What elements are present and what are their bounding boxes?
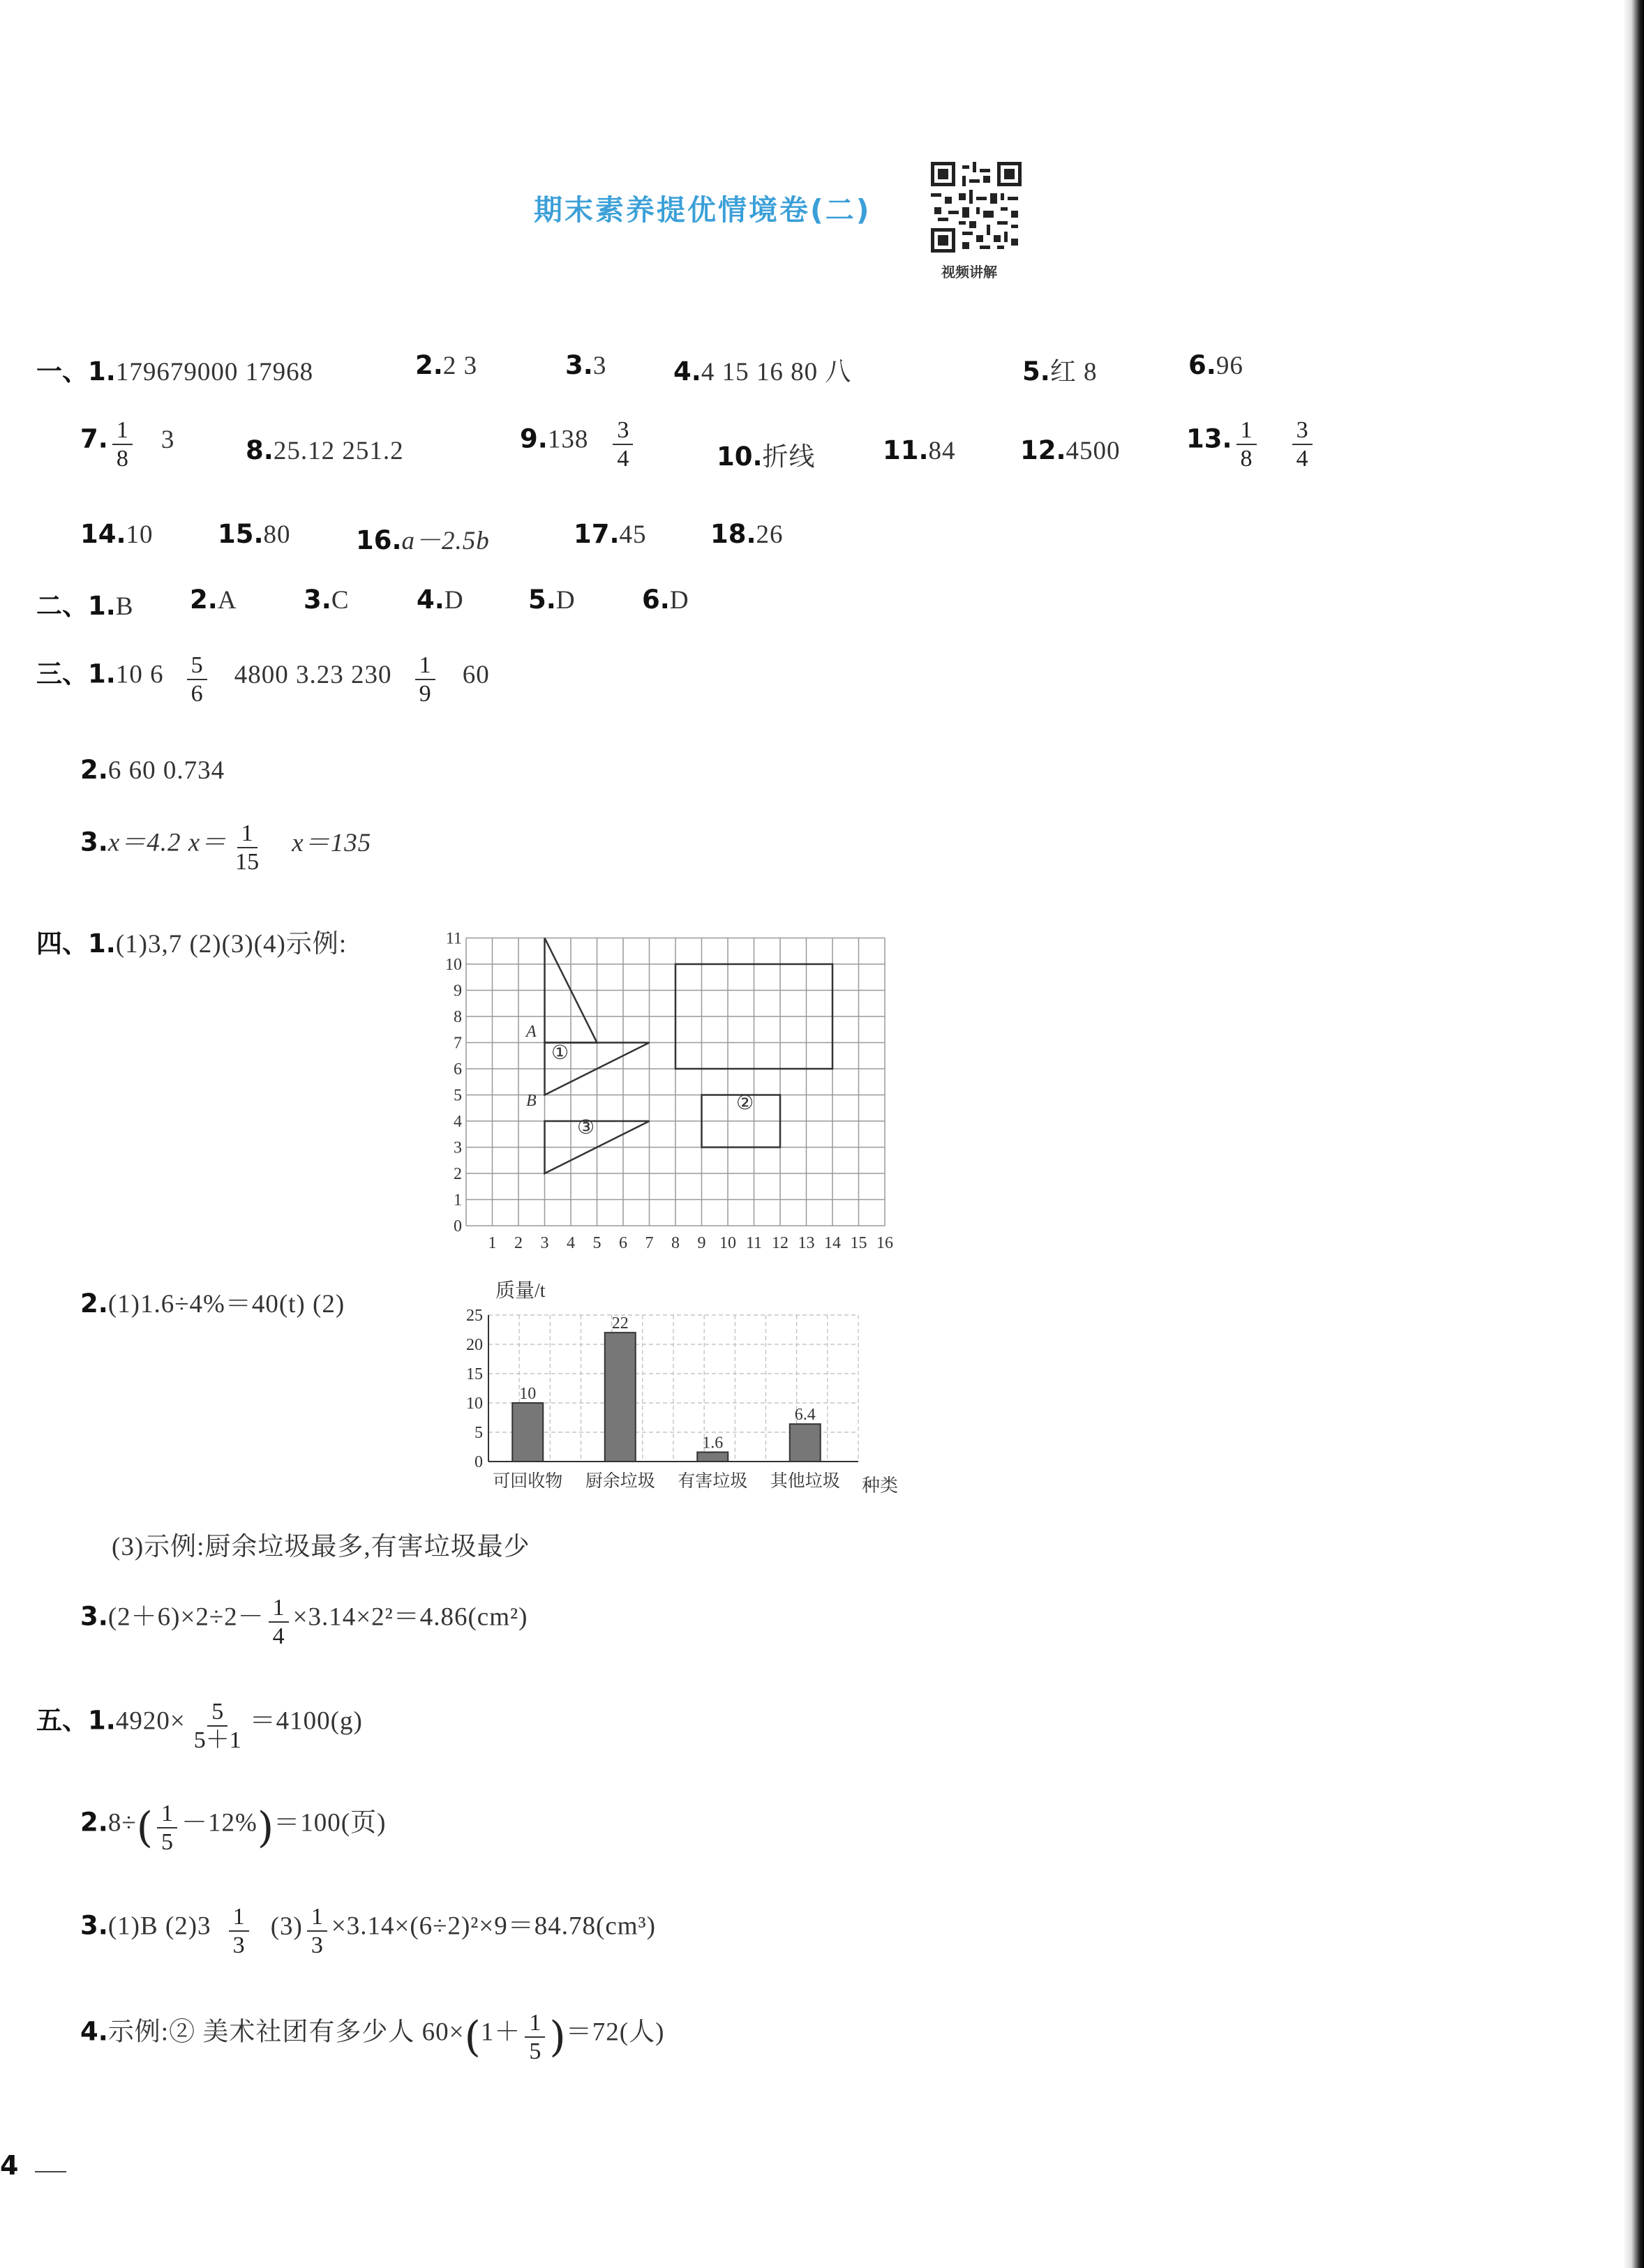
q-number: 9. bbox=[520, 423, 548, 454]
q-number: 4. bbox=[80, 2016, 108, 2047]
y-tick-label: 3 bbox=[454, 1139, 462, 1157]
answer: x＝4.2 x＝ bbox=[107, 828, 227, 857]
y-tick-label: 2 bbox=[454, 1165, 462, 1183]
page-title: 期末素养提优情境卷(二) bbox=[534, 193, 872, 227]
fraction: $\frac{5}{5+1}$ bbox=[193, 1699, 241, 1754]
page-edge-shadow bbox=[1623, 0, 1644, 2268]
x-tick-label: 6 bbox=[619, 1234, 627, 1249]
answer: (3)示例:厨余垃圾最多,有害垃圾最少 bbox=[112, 1533, 530, 1561]
x-tick-label: 8 bbox=[671, 1234, 680, 1249]
x-tick-label: 16 bbox=[876, 1234, 893, 1249]
answer: 10 6 bbox=[115, 660, 164, 689]
x-tick-label: 9 bbox=[697, 1234, 706, 1249]
q-number: 2. bbox=[80, 755, 108, 785]
s2-q4 bbox=[417, 585, 464, 615]
y-tick-label: 7 bbox=[454, 1034, 462, 1053]
q-number: 11. bbox=[883, 435, 929, 465]
answer: ＝72(人) bbox=[565, 2018, 665, 2047]
answer: 红 8 bbox=[1049, 358, 1098, 386]
q-number: 2. bbox=[80, 1807, 108, 1838]
bar-chart bbox=[447, 1273, 921, 1503]
answer: 4920× bbox=[115, 1706, 186, 1736]
q-number: 17. bbox=[574, 519, 620, 549]
fraction: $\frac{1}{5}$ bbox=[525, 2009, 545, 2065]
s5-q1 bbox=[36, 1698, 363, 1754]
s5-q2 bbox=[80, 1800, 386, 1856]
q-number: 2. bbox=[415, 350, 443, 380]
right-paren: ) bbox=[549, 2013, 566, 2062]
bar-value-label: 1.6 bbox=[702, 1434, 724, 1452]
shape-mark-3: ③ bbox=[577, 1117, 595, 1139]
answer: 6 60 0.734 bbox=[107, 756, 225, 785]
s1-q13 bbox=[1186, 416, 1317, 472]
x-tick-label: 13 bbox=[798, 1234, 815, 1249]
point-label-a: A bbox=[526, 1023, 537, 1041]
s1-q6 bbox=[1188, 350, 1243, 381]
s1-q16 bbox=[356, 519, 490, 557]
section-label: 四、 bbox=[36, 929, 88, 959]
category-label: 其他垃圾 bbox=[770, 1472, 840, 1491]
answer: 4800 3.23 230 bbox=[234, 660, 392, 689]
q-number: 1. bbox=[88, 1705, 116, 1736]
answer: 4 15 16 80 八 bbox=[701, 358, 852, 386]
q-number: 13. bbox=[1186, 423, 1232, 454]
fraction: $\frac{1}{5}$ bbox=[157, 1800, 177, 1856]
q-number: 1. bbox=[88, 356, 116, 386]
s1-q5 bbox=[1022, 350, 1098, 388]
bar-value-label: 22 bbox=[611, 1314, 629, 1333]
q-number: 18. bbox=[710, 519, 756, 549]
answer: a－2.5b bbox=[401, 527, 490, 555]
x-tick-label: 14 bbox=[824, 1234, 841, 1249]
footer-rule bbox=[35, 2171, 66, 2172]
fraction: $\frac{1}{8}$ bbox=[1236, 416, 1257, 472]
answer: 80 bbox=[263, 520, 291, 549]
s1-q4 bbox=[673, 350, 851, 388]
answer: C bbox=[331, 586, 350, 615]
s3-q1 bbox=[36, 652, 490, 707]
y-tick-label: 1 bbox=[454, 1191, 462, 1210]
y-tick-label: 15 bbox=[466, 1365, 483, 1383]
s4-q2-3 bbox=[112, 1525, 530, 1563]
x-tick-label: 1 bbox=[488, 1234, 497, 1249]
category-label: 可回收物 bbox=[493, 1472, 563, 1491]
section-label: 三、 bbox=[36, 659, 88, 689]
s2-q1 bbox=[36, 585, 134, 622]
y-tick-label: 10 bbox=[466, 1395, 483, 1413]
y-tick-label: 5 bbox=[474, 1424, 483, 1442]
answer: x＝135 bbox=[292, 828, 372, 857]
q-number: 14. bbox=[80, 519, 126, 549]
s1-row1 bbox=[36, 350, 313, 388]
shape-mark-2: ② bbox=[736, 1092, 754, 1114]
q-number: 1. bbox=[88, 929, 116, 959]
x-tick-label: 5 bbox=[592, 1234, 601, 1249]
fraction: $\frac{1}{9}$ bbox=[415, 652, 435, 707]
q-number: 5. bbox=[528, 585, 556, 615]
q-number: 12. bbox=[1020, 435, 1066, 465]
s1-q8 bbox=[246, 435, 404, 466]
x-axis-label: 种类 bbox=[862, 1475, 899, 1496]
y-tick-label: 6 bbox=[454, 1060, 462, 1079]
q-number: 7. bbox=[80, 423, 108, 454]
right-paren: ) bbox=[257, 1803, 274, 1853]
answer: 96 bbox=[1216, 352, 1243, 380]
answer: 45 bbox=[619, 520, 647, 549]
s1-q7 bbox=[80, 416, 174, 472]
q-number: 3. bbox=[80, 827, 108, 857]
y-tick-label: 9 bbox=[454, 982, 462, 1000]
y-tick-label: 20 bbox=[466, 1336, 483, 1354]
answer: B bbox=[115, 592, 134, 621]
fraction: $\frac{1}{3}$ bbox=[229, 1903, 249, 1959]
fraction: $\frac{3}{4}$ bbox=[1292, 416, 1313, 472]
s1-q12 bbox=[1020, 435, 1121, 466]
q-number: 2. bbox=[190, 585, 218, 615]
section-label: 五、 bbox=[36, 1705, 88, 1736]
coordinate-grid-figure bbox=[440, 921, 914, 1249]
answer: D bbox=[555, 586, 576, 615]
q-number: 2. bbox=[80, 1289, 108, 1319]
answer: 2 3 bbox=[442, 352, 478, 380]
answer: 84 bbox=[928, 437, 956, 465]
answer: (2＋6)×2÷2－ bbox=[107, 1602, 264, 1632]
fraction: $\frac{5}{6}$ bbox=[187, 652, 207, 707]
bar bbox=[697, 1452, 728, 1462]
q-number: 3. bbox=[80, 1910, 108, 1941]
s2-q6 bbox=[642, 585, 689, 615]
q-number: 3. bbox=[80, 1601, 108, 1632]
y-tick-label: 11 bbox=[445, 929, 462, 948]
s1-q17 bbox=[574, 519, 647, 550]
answer: D bbox=[444, 586, 464, 615]
bar-value-label: 6.4 bbox=[794, 1406, 816, 1425]
q-number: 10. bbox=[717, 442, 763, 472]
x-tick-label: 4 bbox=[567, 1234, 575, 1249]
s4-q3 bbox=[80, 1594, 528, 1650]
y-tick-label: 4 bbox=[454, 1113, 462, 1131]
answer: 3 bbox=[592, 352, 607, 380]
s1-q2 bbox=[415, 350, 477, 381]
page-number: 4 bbox=[0, 2150, 19, 2181]
answer: 25.12 251.2 bbox=[273, 437, 404, 465]
shape-mark-1: ① bbox=[551, 1042, 569, 1064]
s1-q14 bbox=[80, 519, 154, 550]
answer: (1)B (2)3 bbox=[107, 1912, 211, 1941]
x-tick-label: 3 bbox=[540, 1234, 549, 1249]
answer: (3) bbox=[270, 1912, 303, 1941]
qr-code-icon[interactable] bbox=[931, 162, 1022, 253]
q-number: 5. bbox=[1022, 356, 1050, 386]
answer: ＝4100(g) bbox=[249, 1706, 363, 1736]
s1-q15 bbox=[218, 519, 291, 550]
category-label: 有害垃圾 bbox=[678, 1472, 748, 1491]
q-number: 4. bbox=[673, 356, 701, 386]
answer: 4500 bbox=[1066, 437, 1121, 465]
page-footer bbox=[0, 2150, 66, 2181]
q-number: 4. bbox=[417, 585, 444, 615]
answer: 179679000 17968 bbox=[115, 358, 314, 386]
fraction: $\frac{1}{4}$ bbox=[269, 1594, 289, 1650]
q-number: 16. bbox=[356, 525, 402, 555]
answer: 138 bbox=[547, 425, 589, 454]
x-tick-label: 12 bbox=[772, 1234, 789, 1249]
y-tick-label: 25 bbox=[466, 1307, 483, 1325]
answer: 8÷ bbox=[107, 1808, 137, 1838]
left-paren: ( bbox=[136, 1803, 154, 1853]
answer: (1)3,7 (2)(3)(4)示例: bbox=[115, 930, 348, 959]
answer: ＝100(页) bbox=[274, 1808, 387, 1838]
y-tick-label: 5 bbox=[454, 1086, 462, 1105]
y-tick-label: 8 bbox=[454, 1008, 462, 1026]
y-tick-label: 0 bbox=[474, 1453, 483, 1471]
x-tick-label: 7 bbox=[645, 1234, 654, 1249]
answer: 1＋ bbox=[480, 2018, 521, 2047]
answer: 3 bbox=[160, 425, 175, 454]
answer: －12% bbox=[181, 1808, 257, 1838]
qr-caption: 视频讲解 bbox=[941, 264, 997, 280]
y-axis-label: 质量/t bbox=[495, 1280, 546, 1302]
q-number: 15. bbox=[218, 519, 264, 549]
section-label: 二、 bbox=[36, 591, 88, 621]
x-tick-label: 2 bbox=[514, 1234, 523, 1249]
y-tick-label: 10 bbox=[445, 956, 462, 974]
q-number: 3. bbox=[565, 350, 593, 380]
s1-q18 bbox=[710, 519, 784, 550]
s1-q3 bbox=[565, 350, 606, 381]
s1-q9 bbox=[520, 416, 637, 472]
q-number: 1. bbox=[88, 659, 116, 689]
answer: 示例:② 美术社团有多少人 60× bbox=[107, 2018, 465, 2047]
s3-q2 bbox=[80, 755, 225, 786]
x-tick-label: 10 bbox=[719, 1234, 736, 1249]
x-tick-label: 11 bbox=[745, 1234, 763, 1249]
bar bbox=[605, 1332, 636, 1462]
s1-q10 bbox=[717, 435, 816, 473]
bar-value-label: 10 bbox=[519, 1385, 537, 1403]
left-paren: ( bbox=[464, 2013, 481, 2062]
q-number: 8. bbox=[246, 435, 274, 465]
q-number: 6. bbox=[642, 585, 670, 615]
y-tick-label: 0 bbox=[454, 1217, 462, 1236]
section-label: 一、 bbox=[36, 356, 88, 386]
s2-q3 bbox=[304, 585, 350, 615]
answer: 10 bbox=[126, 520, 154, 549]
q-number: 6. bbox=[1188, 350, 1216, 380]
category-label: 厨余垃圾 bbox=[585, 1472, 655, 1491]
answer: ×3.14×2²＝4.86(cm²) bbox=[292, 1602, 528, 1632]
x-tick-label: 15 bbox=[850, 1234, 867, 1249]
point-label-b: B bbox=[526, 1092, 537, 1110]
s5-q3 bbox=[80, 1903, 656, 1959]
bar bbox=[790, 1424, 821, 1462]
answer: 折线 bbox=[762, 443, 816, 472]
s5-q4 bbox=[80, 2009, 664, 2065]
fraction: $\frac{3}{4}$ bbox=[613, 416, 633, 472]
answer: 60 bbox=[462, 660, 490, 689]
s1-q11 bbox=[883, 435, 956, 466]
s2-q2 bbox=[190, 585, 237, 615]
s3-q3 bbox=[80, 820, 371, 876]
fraction: $\frac{1}{15}$ bbox=[235, 820, 260, 876]
q-number: 1. bbox=[88, 591, 116, 621]
fraction: $\frac{1}{8}$ bbox=[112, 416, 133, 472]
fraction: $\frac{1}{3}$ bbox=[307, 1903, 327, 1959]
q-number: 3. bbox=[304, 585, 331, 615]
bar bbox=[512, 1403, 543, 1462]
answer: 26 bbox=[756, 520, 784, 549]
answer: (1)1.6÷4%＝40(t) (2) bbox=[107, 1290, 345, 1319]
answer: D bbox=[669, 586, 689, 615]
answer: A bbox=[217, 586, 237, 615]
s2-q5 bbox=[528, 585, 576, 615]
answer: ×3.14×(6÷2)²×9＝84.78(cm³) bbox=[331, 1912, 656, 1941]
s4-q1 bbox=[36, 922, 347, 960]
s4-q2 bbox=[80, 1282, 345, 1320]
